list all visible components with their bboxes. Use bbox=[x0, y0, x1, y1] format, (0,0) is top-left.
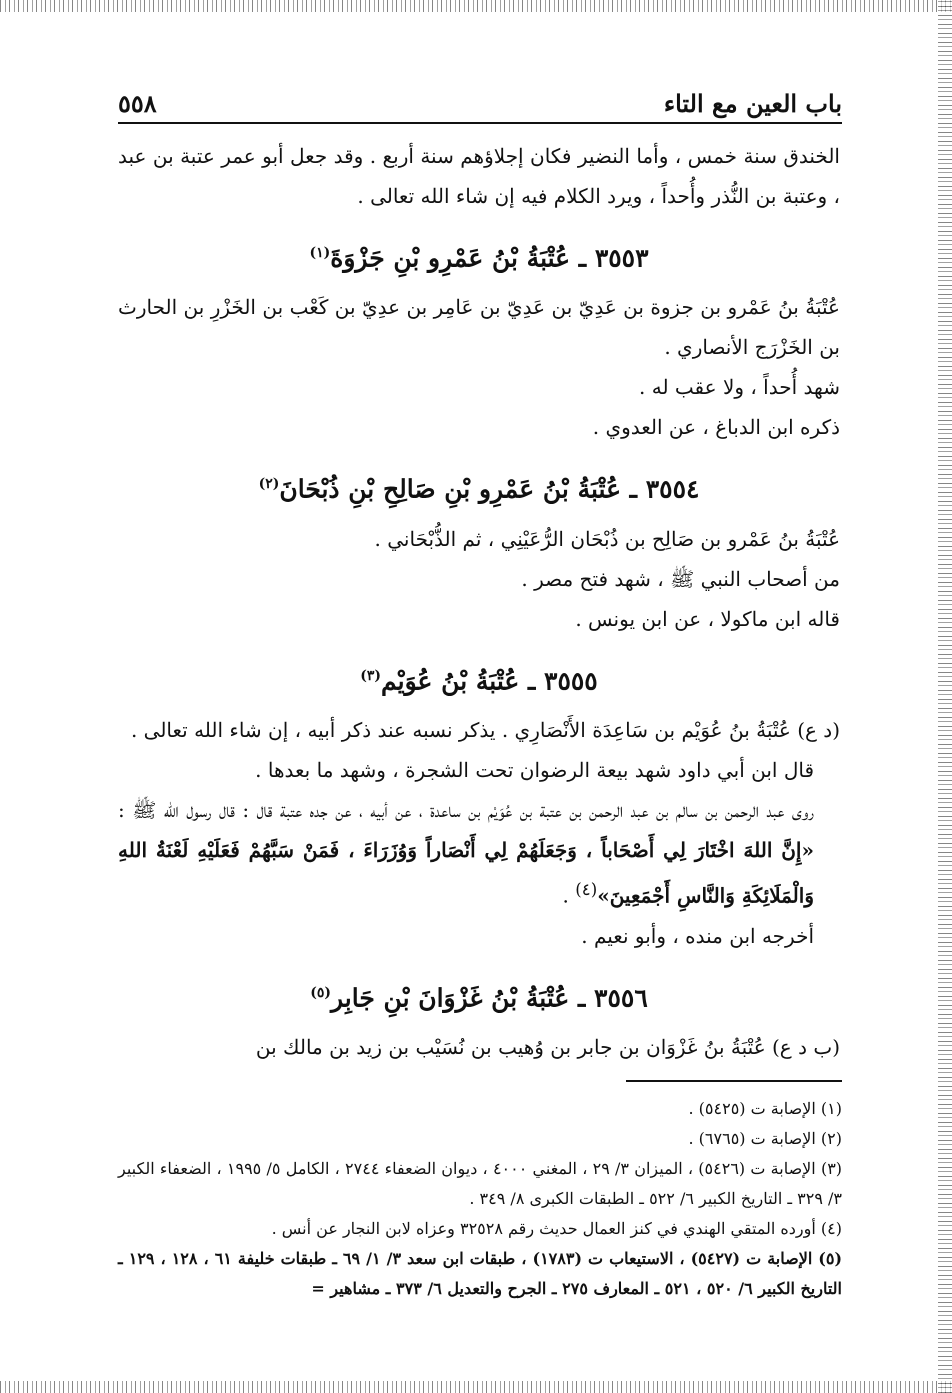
entry-paragraph: عُتْبَةُ بنُ عَمْرو بن جزوة بن عَدِيّ بن عَدِيّ بن عَامِر بن عدِيّ بن كَعْب بن الخَزْرِ بن الحارث بن الخَزْرَج الأنصاري . bbox=[118, 295, 840, 360]
entry-paragraph: أخرجه ابن منده ، وأبو نعيم . bbox=[581, 923, 814, 948]
entry-paragraph: من أصحاب النبي ﷺ ، شهد فتح مصر . bbox=[521, 566, 840, 591]
footnote-ref: (٢) bbox=[258, 476, 280, 493]
page-number: ٥٥٨ bbox=[118, 89, 157, 118]
footnote: (١) الإصابة ت (٥٤٢٥) . bbox=[688, 1099, 842, 1118]
intro-paragraph: الخندق سنة خمس ، وأما النضير فكان إجلاؤهم سنة أربع . وقد جعل أبو عمر عتبة بن عبد ، وعتبة بن النُّذر وأُحداً ، ويرد الكلام فيه إن شاء الله تعالى . bbox=[118, 144, 840, 208]
entry-heading-3554 bbox=[118, 461, 840, 512]
entry-title: ٣٥٥٣ ـ عُتْبَةُ بْنُ عَمْرِو بْنِ جَزْوَةَ bbox=[330, 243, 649, 273]
footnotes bbox=[118, 1080, 842, 1304]
footnote: (٥) الإصابة ت (٥٤٢٧) ، الاستيعاب ت (١٧٨٣) ، طبقات ابن سعد ٣/ ١/ ٦٩ ـ طبقات خليفة ٦١ ، ١٢٨ ، ١٢٩ ـ التاريخ الكبير ٦/ ٥٢٠ ، ٥٢١ ـ المعارف ٢٧٥ ـ الجرح والتعديل ٦/ ٣٧٣ ـ مشاهير = bbox=[118, 1249, 843, 1298]
footnote: (٣) الإصابة ت (٥٤٢٦) ، الميزان ٣/ ٢٩ ، المغني ٤٠٠٠ ، ديوان الضعفاء ٢٧٤٤ ، الكامل ٥/ ١٩٩٥ ، الضعفاء الكبير ٣/ ٣٢٩ ـ التاريخ الكبير ٦/ ٥٢٢ ـ الطبقات الكبرى ٨/ ٣٤٩ . bbox=[118, 1159, 843, 1208]
entry-title: ٣٥٥٦ ـ عُتْبَةُ بْنُ غَزْوَانَ بْنِ جَابِر bbox=[331, 982, 648, 1012]
entry-paragraph: قاله ابن ماكولا ، عن ابن يونس . bbox=[575, 606, 840, 631]
hadith-quote: «إِنَّ اللهَ اخْتَارَ لِي أَصْحَاباً ، وَجَعَلَهُمْ لِي أَنْصَاراً وَوُزَرَاءَ ، فَمَنْ سَبَّهُمْ فَعَلَيْهِ لَعْنَةُ اللهِ وَالْمَلَائِكَةِ وَالنَّاسِ أَجْمَعِينَ» bbox=[118, 837, 814, 908]
entry-heading-3553 bbox=[118, 230, 840, 281]
entry-paragraph: شهد أُحداً ، ولا عقب له . bbox=[639, 375, 840, 400]
entry-title: ٣٥٥٥ ـ عُتْبَةُ بْنُ عُوَيْم bbox=[381, 665, 598, 695]
footnote-ref: (١) bbox=[309, 245, 331, 261]
footnote-ref: (٥) bbox=[310, 984, 332, 1001]
footnote-ref: (٤) bbox=[575, 879, 598, 899]
entry-paragraph: عُتْبَةُ بنُ عَمْرو بن صَالِح بن ذُبْحَان الرُّعَيْنِي ، ثم الذُّبْحَاني . bbox=[374, 526, 840, 551]
main-text bbox=[118, 136, 840, 1067]
entry-paragraph: روى عبد الرحمن بن سالم بن عبد الرحمن بن عتبة بن عُوَيْم بن ساعدة ، عن أبيه ، عن جده عتبة قال : قال رسول الله ﷺ : «إِنَّ اللهَ اخْتَارَ لِي أَصْحَاباً ، وَجَعَلَهُمْ لِي أَنْصَاراً وَوُزَرَاءَ ، فَمَنْ سَبَّهُمْ فَعَلَيْهِ لَعْنَةُ اللهِ وَالْمَلَائِكَةِ وَالنَّاسِ أَجْمَعِينَ»$^{(٤)}$ . bbox=[118, 797, 814, 908]
footnote: (٢) الإصابة ت (٦٧٦٥) . bbox=[688, 1129, 842, 1148]
entry-paragraph: (د ع) عُتْبَةُ بنُ عُوَيْم بن سَاعِدَة الأَنْصَارِي . يذكر نسبه عند ذكر أبيه ، إن شاء الله تعالى . bbox=[130, 717, 840, 742]
running-head bbox=[118, 84, 842, 124]
entry-heading-3556 bbox=[118, 970, 840, 1021]
decorative-border-bottom bbox=[0, 1381, 952, 1393]
entry-heading-3555 bbox=[118, 653, 840, 704]
footnote-rule bbox=[626, 1080, 842, 1082]
entry-paragraph: ذكره ابن الدباغ ، عن العدوي . bbox=[592, 415, 840, 440]
footnote: (٤) أورده المتقي الهندي في كنز العمال حديث رقم ٣٢٥٢٨ وعزاه لابن النجار عن أنس . bbox=[271, 1219, 842, 1238]
footnote-ref: (٣) bbox=[360, 667, 382, 684]
running-title: باب العين مع التاء bbox=[663, 89, 842, 118]
decorative-border-top bbox=[0, 0, 952, 12]
entry-paragraph: (ب د ع) عُتْبَةُ بنُ غَزْوَان بن جابر بن وُهيب بن نُسَيْب بن زيد بن مالك بن bbox=[255, 1034, 840, 1059]
entry-paragraph: قال ابن أبي داود شهد بيعة الرضوان تحت الشجرة ، وشهد ما بعدها . bbox=[255, 757, 814, 782]
narration-text: روى عبد الرحمن بن سالم بن عبد الرحمن بن عتبة بن عُوَيْم بن ساعدة ، عن أبيه ، عن جده عتبة قال : قال رسول الله ﷺ : bbox=[118, 797, 814, 822]
entry-title: ٣٥٥٤ ـ عُتْبَةُ بْنُ عَمْرِو بْنِ صَالِحِ بْنِ ذُبْحَانَ bbox=[279, 474, 700, 504]
decorative-border-right bbox=[938, 0, 952, 1393]
